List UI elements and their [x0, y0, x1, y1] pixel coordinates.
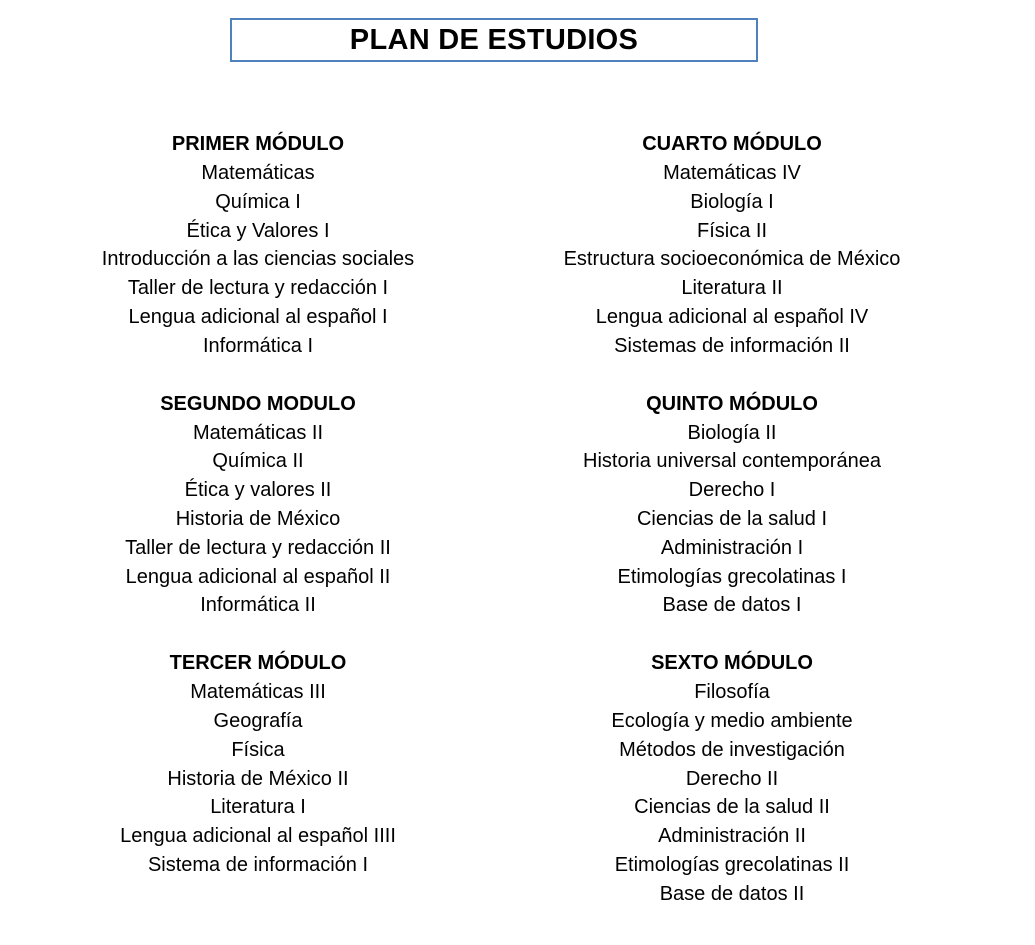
subject-item: Lengua adicional al español IIII: [120, 825, 396, 848]
subject-item: Administración I: [660, 536, 804, 559]
module-heading: QUINTO MÓDULO: [646, 392, 818, 415]
title-box: [230, 18, 758, 62]
subject-item: Lengua adicional al español IV: [595, 305, 869, 328]
module-section: [532, 130, 932, 361]
module-heading: PRIMER MÓDULO: [171, 133, 345, 155]
subject-item: Física II: [696, 219, 767, 242]
module-section: [532, 390, 932, 621]
subject-item: Química II: [212, 450, 304, 473]
subject-item: Taller de lectura y redacción I: [127, 277, 389, 300]
subject-item: Ética y valores II: [184, 479, 332, 502]
subject-item: Lengua adicional al español I: [128, 305, 388, 328]
subject-item: Informática II: [200, 594, 316, 617]
subject-item: Biología I: [690, 190, 774, 213]
subject-item: Literatura I: [210, 796, 306, 819]
subject-item: Sistemas de información II: [614, 334, 850, 357]
module-section: [58, 390, 458, 621]
subject-item: Administración II: [658, 825, 806, 848]
subject-list: [532, 678, 932, 908]
subject-item: Base de datos II: [659, 882, 805, 905]
subject-list: [532, 159, 932, 361]
subject-item: Historia universal contemporánea: [583, 450, 881, 473]
subject-item: Etimologías grecolatinas I: [617, 565, 847, 588]
module-section: [58, 130, 458, 361]
module-heading: TERCER MÓDULO: [169, 652, 347, 675]
subject-item: Biología II: [687, 421, 777, 444]
subject-item: Matemáticas IV: [663, 162, 801, 184]
module-heading: SEGUNDO MODULO: [160, 392, 356, 415]
subject-item: Introducción a las ciencias sociales: [101, 248, 415, 271]
module-section: [58, 649, 458, 880]
subject-list: [58, 159, 458, 361]
subject-list: [58, 678, 458, 880]
subject-item: Ética y Valores I: [186, 219, 330, 242]
subject-item: Ecología y medio ambiente: [611, 709, 853, 732]
subject-item: Ciencias de la salud II: [634, 796, 830, 819]
module-section: [532, 649, 932, 908]
subject-item: Sistema de información I: [147, 853, 369, 876]
subject-item: Historia de México II: [167, 767, 349, 790]
page-title: PLAN DE ESTUDIOS: [349, 23, 639, 56]
subject-item: Matemáticas: [201, 162, 315, 184]
subject-item: Taller de lectura y redacción II: [125, 536, 391, 559]
subject-item: Matemáticas III: [190, 681, 326, 704]
subject-item: Química I: [215, 190, 301, 213]
module-heading: SEXTO MÓDULO: [651, 652, 813, 675]
subject-item: Derecho II: [685, 767, 779, 790]
subject-item: Física: [231, 738, 285, 761]
subject-item: Derecho I: [688, 479, 776, 502]
subject-item: Filosofía: [694, 681, 770, 704]
subject-item: Etimologías grecolatinas II: [614, 853, 850, 876]
subject-item: Literatura II: [681, 277, 783, 300]
left-column: [58, 130, 458, 880]
subject-item: Historia de México: [175, 507, 341, 530]
right-column: [532, 130, 932, 909]
subject-item: Base de datos I: [662, 594, 802, 617]
subject-item: Estructura socioeconómica de México: [563, 248, 901, 271]
module-heading: CUARTO MÓDULO: [642, 133, 822, 155]
subject-item: Ciencias de la salud I: [636, 507, 828, 530]
subject-item: Matemáticas II: [192, 421, 324, 444]
subject-list: [532, 419, 932, 621]
subject-item: Informática I: [202, 334, 314, 357]
subject-item: Métodos de investigación: [619, 738, 845, 761]
subject-list: [58, 419, 458, 621]
subject-item: Geografía: [213, 709, 303, 732]
subject-item: Lengua adicional al español II: [125, 565, 391, 588]
